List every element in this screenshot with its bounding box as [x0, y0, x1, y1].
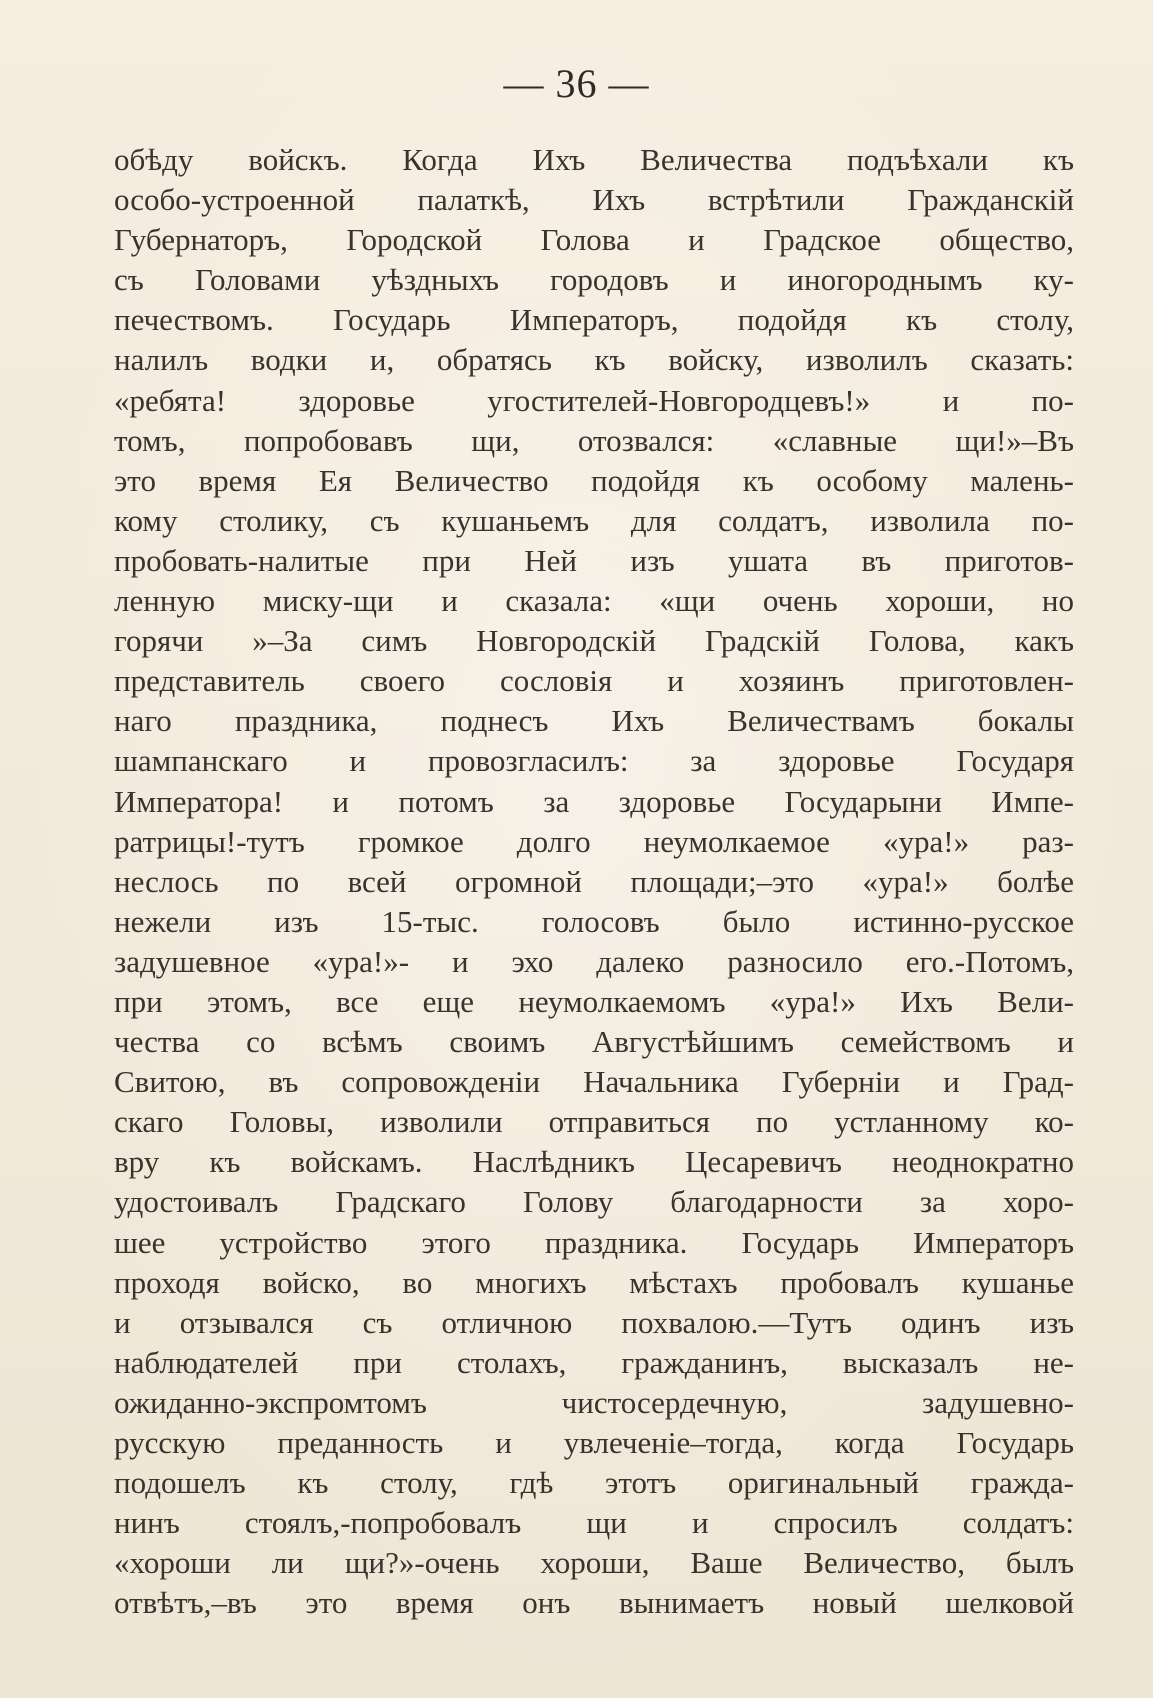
text-line: неслось по всей огромной площади;–это «ура!» болѣе	[114, 863, 1074, 899]
text-line: съ Головами уѣздныхъ городовъ и иногороднымъ ку-	[114, 262, 1074, 298]
text-line: печествомъ. Государь Императоръ, подойдя къ столу,	[114, 302, 1074, 338]
text-line: представитель своего сословія и хозяинъ приготовлен-	[114, 663, 1074, 699]
text-line: «ребята! здоровье угостителей-Новгородцевъ!» и по-	[114, 382, 1074, 418]
text-line: и отзывался съ отличною похвалою.—Тутъ одинъ изъ	[114, 1304, 1074, 1340]
body-text	[114, 140, 1074, 1623]
text-line: наблюдателей при столахъ, гражданинъ, высказалъ не-	[114, 1344, 1074, 1380]
text-line: наго праздника, поднесъ Ихъ Величествамъ бокалы	[114, 703, 1074, 739]
text-line: вру къ войскамъ. Наслѣдникъ Цесаревичъ неоднократно	[114, 1144, 1074, 1180]
page-number: — 36 —	[503, 61, 650, 106]
text-line: ожиданно-экспромтомъ чистосердечную, задушевно-	[114, 1384, 1074, 1420]
text-line: Императора! и потомъ за здоровье Государыни Импе-	[114, 783, 1074, 819]
text-line: при этомъ, все еще неумолкаемомъ «ура!» Ихъ Вели-	[114, 983, 1074, 1019]
text-line: Губернаторъ, Городской Голова и Градское общество,	[114, 222, 1074, 258]
text-line: кому столику, съ кушаньемъ для солдатъ, изволила по-	[114, 502, 1074, 538]
text-line: Свитою, въ сопровожденіи Начальника Губерніи и Град-	[114, 1064, 1074, 1100]
text-line: особо-устроенной палаткѣ, Ихъ встрѣтили Гражданскій	[114, 182, 1074, 218]
text-line: это время Ея Величество подойдя къ особому малень-	[114, 462, 1074, 498]
text-line: шампанскаго и провозгласилъ: за здоровье Государя	[114, 743, 1074, 779]
text-line: нежели изъ 15-тыс. голосовъ было истинно-русское	[114, 903, 1074, 939]
text-line: шее устройство этого праздника. Государь Императоръ	[114, 1224, 1074, 1260]
text-line: ратрицы!-тутъ громкое долго неумолкаемое «ура!» раз-	[114, 823, 1074, 859]
text-line: скаго Головы, изволили отправиться по устланному ко-	[114, 1104, 1074, 1140]
text-line: удостоивалъ Градскаго Голову благодарности за хоро-	[114, 1184, 1074, 1220]
text-line: обѣду войскъ. Когда Ихъ Величества подъѣхали къ	[114, 142, 1074, 177]
text-line: ленную миску-щи и сказала: «щи очень хороши, но	[114, 583, 1074, 619]
text-line: русскую преданность и увлеченіе–тогда, когда Государь	[114, 1425, 1074, 1460]
text-line: «хороши ли щи?»-очень хороши, Ваше Величество, былъ	[114, 1545, 1074, 1581]
text-line: подошелъ къ столу, гдѣ этотъ оригинальный гражда-	[114, 1465, 1074, 1501]
text-line: налилъ водки и, обратясь къ войску, изволилъ сказать:	[114, 342, 1074, 378]
text-line: нинъ стоялъ,-попробовалъ щи и спросилъ солдатъ:	[114, 1505, 1074, 1541]
text-line: отвѣтъ,–въ это время онъ вынимаетъ новый шелковой	[114, 1585, 1074, 1621]
text-line: пробовать-налитые при Ней изъ ушата въ приготов-	[114, 542, 1074, 578]
text-line: горячи »–За симъ Новгородскій Градскій Голова, какъ	[114, 623, 1074, 659]
text-line: задушевное «ура!»- и эхо далеко разносило его.-Потомъ,	[114, 943, 1074, 979]
text-line: чества со всѣмъ своимъ Августѣйшимъ семействомъ и	[114, 1024, 1074, 1060]
text-line: томъ, попробовавъ щи, отозвался: «славные щи!»–Въ	[114, 422, 1074, 458]
text-line: проходя войско, во многихъ мѣстахъ пробовалъ кушанье	[114, 1264, 1074, 1300]
